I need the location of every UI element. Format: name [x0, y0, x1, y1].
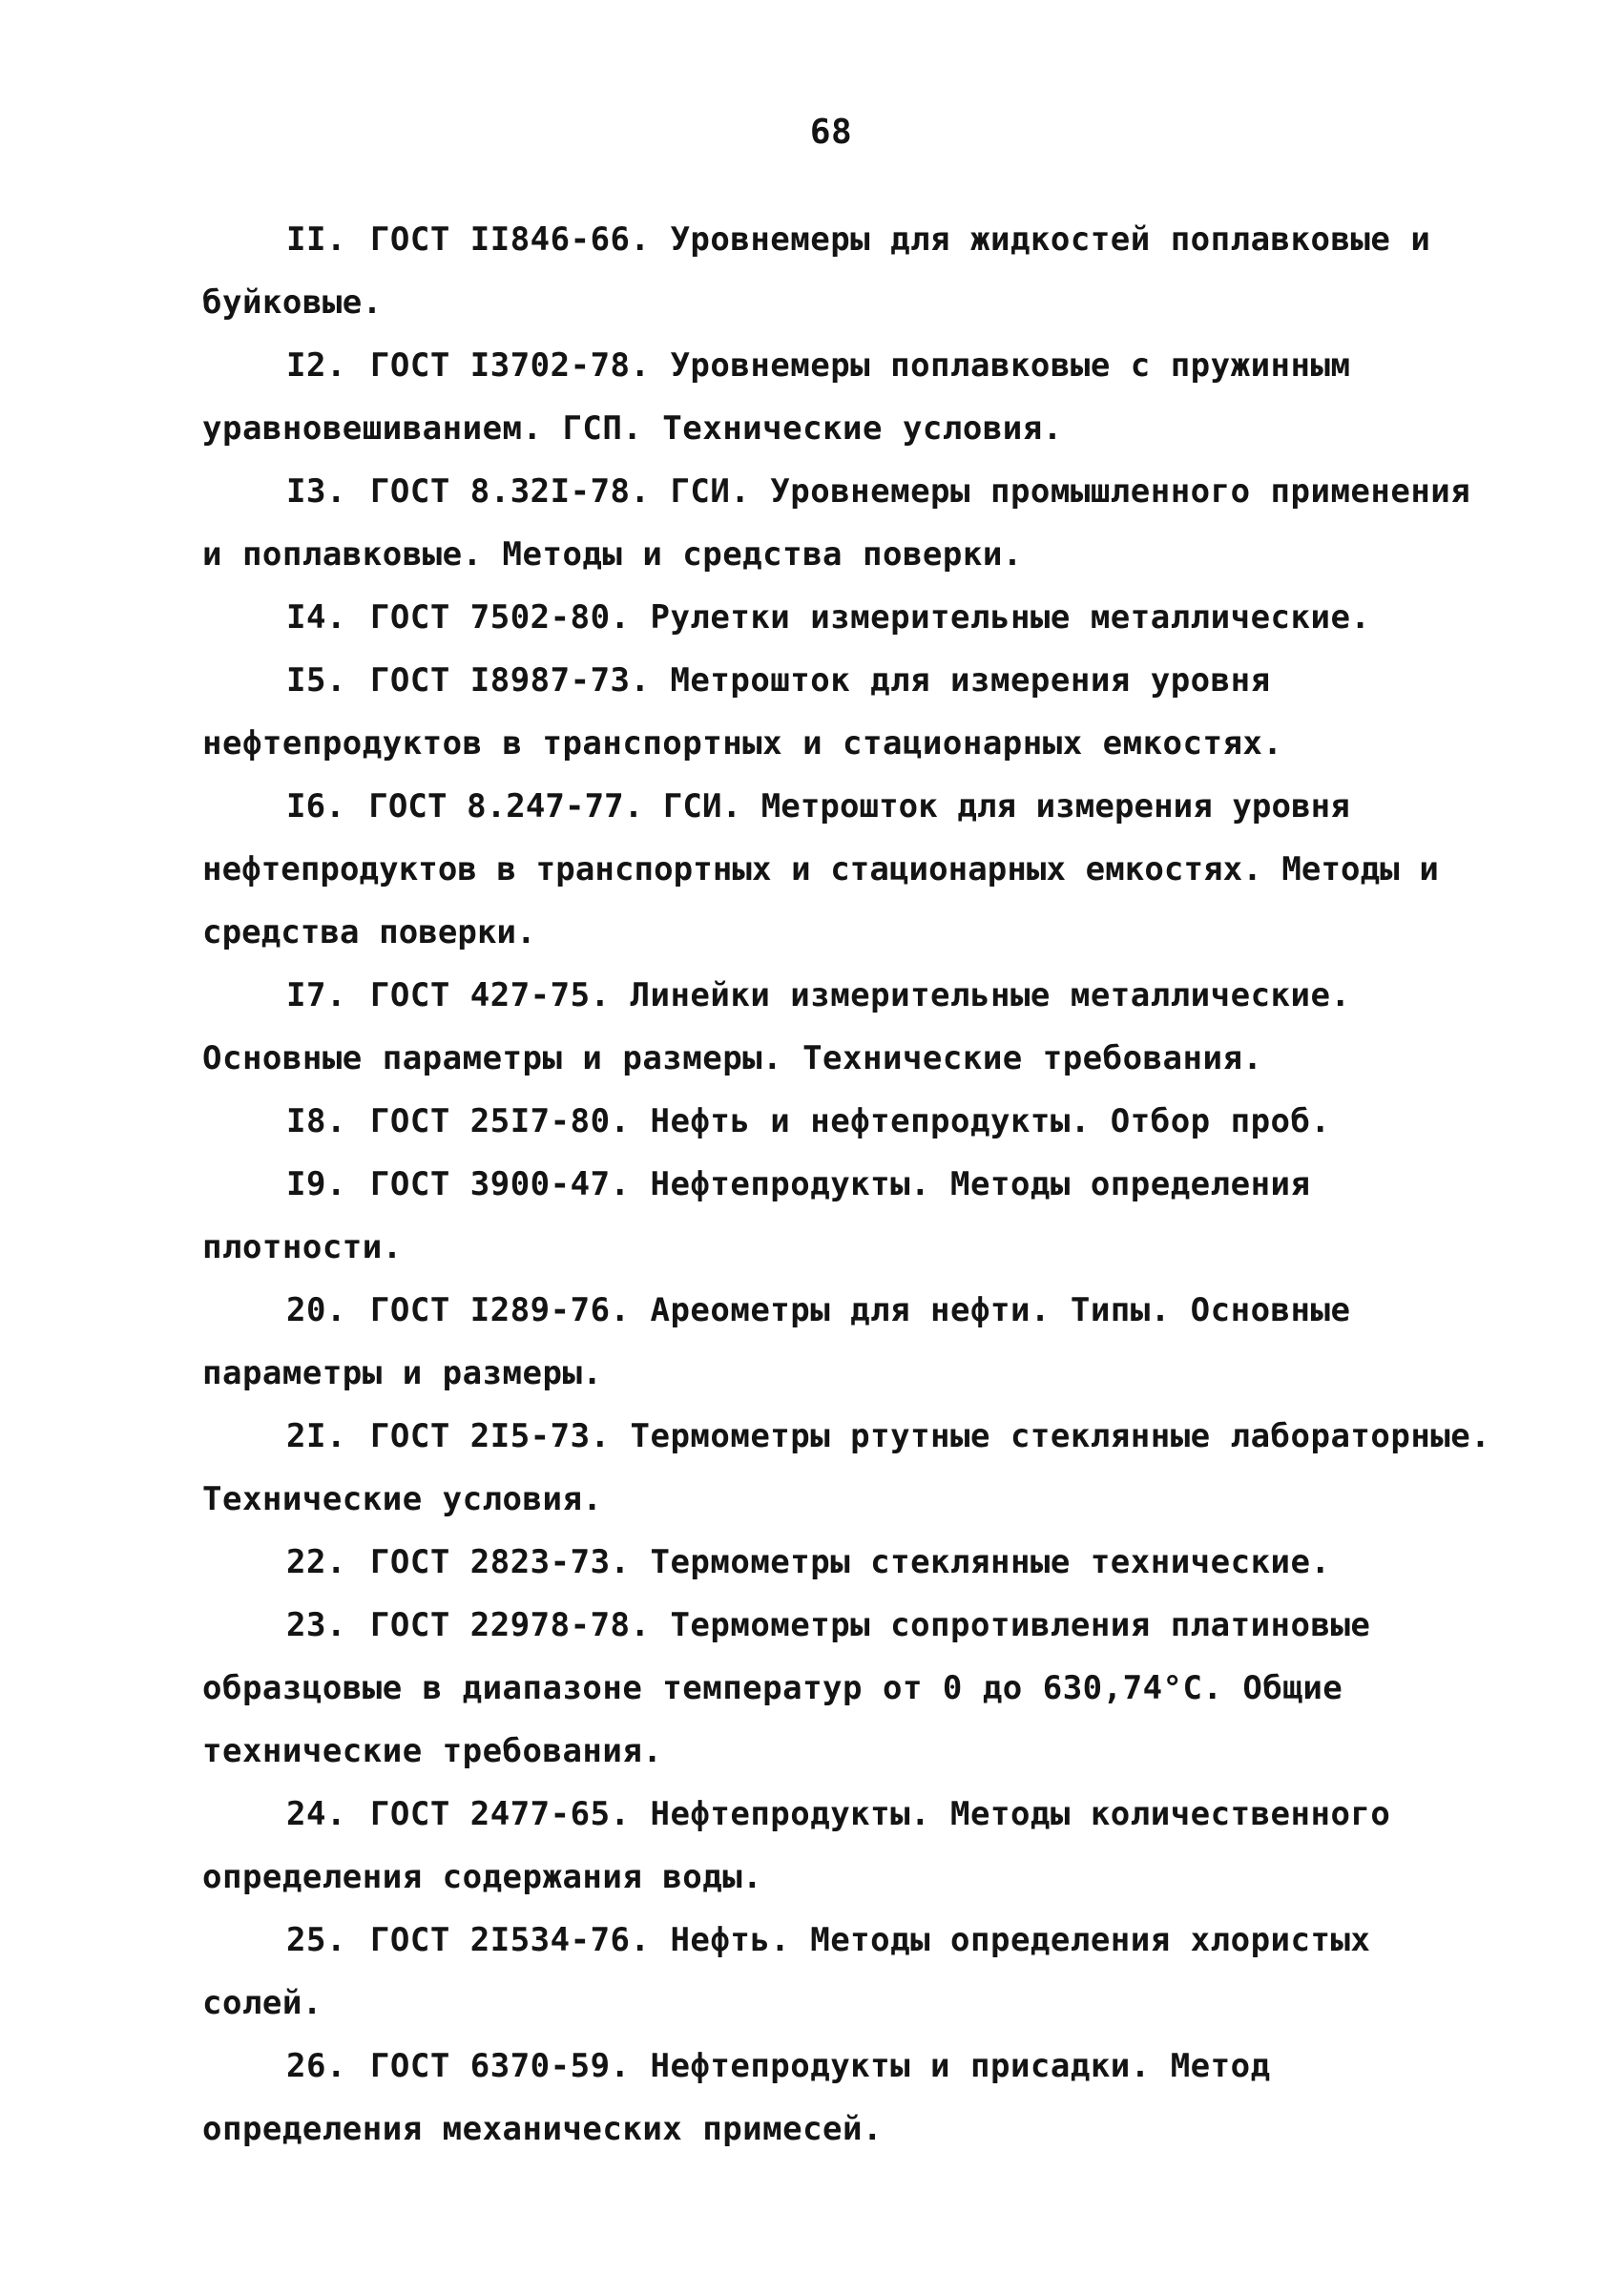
reference-number: I3.	[286, 472, 346, 511]
reference-number: I7.	[286, 976, 346, 1014]
reference-text: ГОСТ I289-76. Ареометры для нефти. Типы. Основные параметры и размеры.	[202, 1291, 1351, 1392]
reference-number: 25.	[286, 1921, 346, 1959]
reference-item	[202, 2035, 1500, 2161]
reference-text: ГОСТ I8987-73. Метрошток для измерения уровня нефтепродуктов в транспортных и стационарных емкостях.	[202, 661, 1283, 762]
reference-number: I4.	[286, 598, 346, 637]
reference-number: 26.	[286, 2047, 346, 2085]
reference-item	[202, 208, 1500, 334]
reference-text: ГОСТ 6370-59. Нефтепродукты и присадки. Метод определения механических примесей.	[202, 2047, 1271, 2148]
reference-text: ГОСТ 8.32I-78. ГСИ. Уровнемеры промышленного применения и поплавковые. Методы и средства поверки.	[202, 472, 1471, 574]
reference-item	[202, 1531, 1500, 1594]
reference-item	[202, 649, 1500, 775]
reference-item	[202, 1783, 1500, 1909]
reference-number: I6.	[286, 787, 345, 825]
reference-item	[202, 1594, 1500, 1783]
reference-text: ГОСТ I3702-78. Уровнемеры поплавковые с пружинным уравновешиванием. ГСП. Технические условия.	[202, 346, 1351, 448]
reference-item	[202, 964, 1500, 1090]
reference-number: I5.	[286, 661, 346, 700]
reference-item	[202, 1090, 1500, 1153]
reference-number: I9.	[286, 1165, 346, 1203]
reference-number: II.	[286, 220, 346, 259]
reference-number: 24.	[286, 1795, 346, 1833]
reference-number: 23.	[286, 1606, 346, 1644]
reference-item	[202, 586, 1500, 649]
reference-item	[202, 775, 1500, 964]
reference-number: 20.	[286, 1291, 346, 1329]
reference-text: ГОСТ 25I7-80. Нефть и нефтепродукты. Отбор проб.	[369, 1102, 1331, 1140]
page-number: 68	[809, 113, 853, 152]
reference-item	[202, 1153, 1500, 1279]
reference-number: 22.	[286, 1543, 346, 1581]
reference-number: I8.	[286, 1102, 346, 1140]
reference-item	[202, 1909, 1500, 2035]
reference-text: ГОСТ 7502-80. Рулетки измерительные металлические.	[369, 598, 1371, 637]
reference-item	[202, 1279, 1500, 1405]
reference-item	[202, 1405, 1500, 1531]
reference-number: 2I.	[286, 1417, 346, 1455]
reference-text: ГОСТ 427-75. Линейки измерительные металлические. Основные параметры и размеры. Технические требования.	[202, 976, 1351, 1077]
reference-item	[202, 334, 1500, 460]
reference-text: ГОСТ 2477-65. Нефтепродукты. Методы количественного определения содержания воды.	[202, 1795, 1391, 1896]
reference-text: ГОСТ II846-66. Уровнемеры для жидкостей поплавковые и буйковые.	[202, 220, 1431, 322]
reference-text: ГОСТ 8.247-77. ГСИ. Метрошток для измерения уровня нефтепродуктов в транспортных и стационарных емкостях. Методы и средства поверки.	[202, 787, 1439, 951]
reference-text: ГОСТ 22978-78. Термометры сопротивления платиновые образцовые в диапазоне температур от 0 до 630,74°С. Общие технические требования.	[202, 1606, 1371, 1770]
reference-text: ГОСТ 3900-47. Нефтепродукты. Методы определения плотности.	[202, 1165, 1311, 1266]
reference-text: ГОСТ 2823-73. Термометры стеклянные технические.	[369, 1543, 1331, 1581]
reference-text: ГОСТ 2I534-76. Нефть. Методы определения хлористых солей.	[202, 1921, 1371, 2022]
reference-number: I2.	[286, 346, 346, 385]
reference-item	[202, 460, 1500, 586]
reference-list	[202, 208, 1500, 2161]
reference-text: ГОСТ 2I5-73. Термометры ртутные стеклянные лабораторные. Технические условия.	[202, 1417, 1491, 1518]
